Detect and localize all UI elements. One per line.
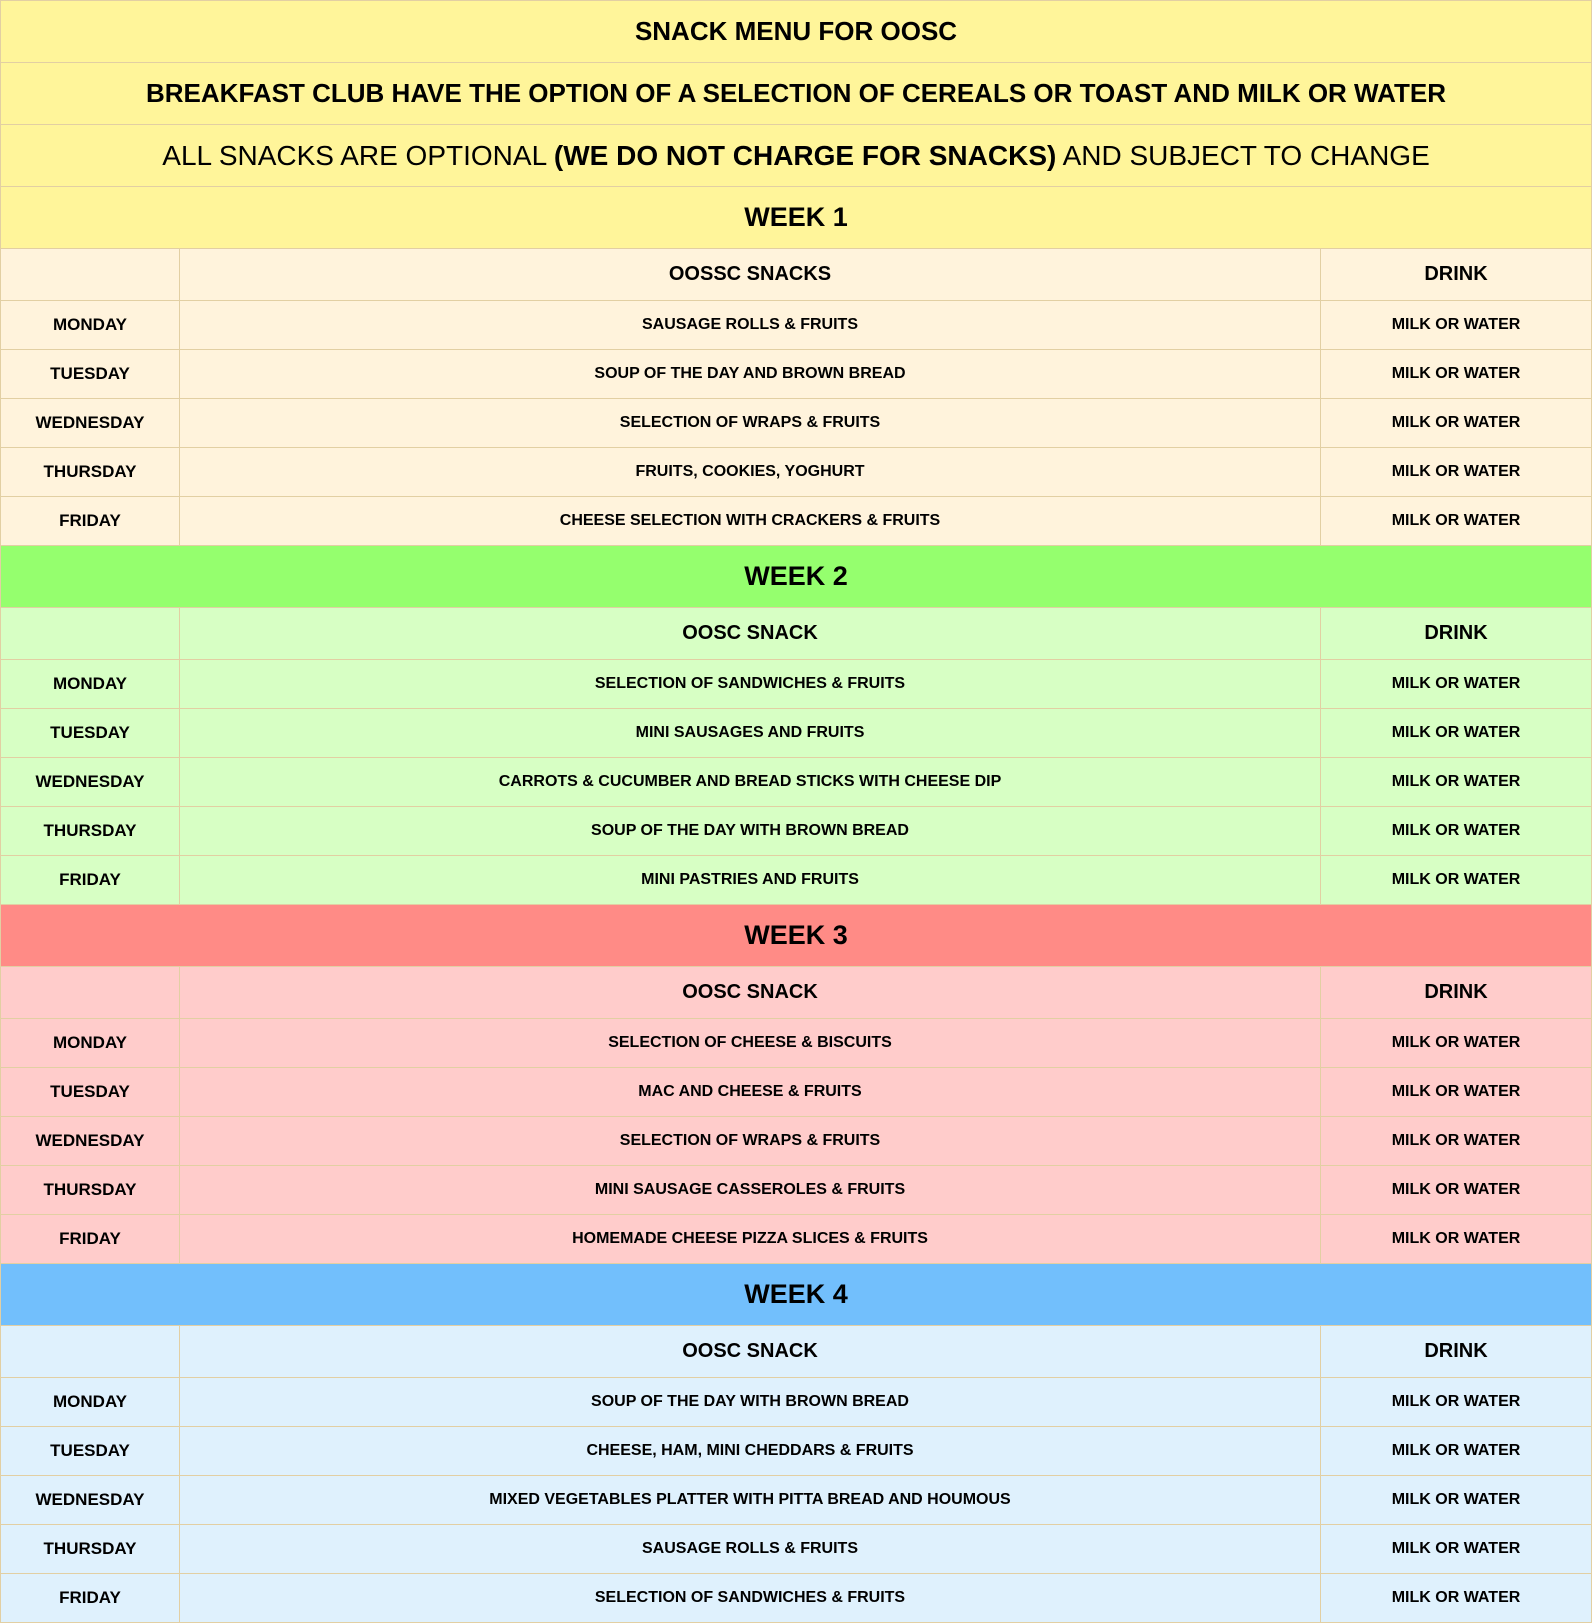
drink-cell: MILK OR WATER [1321, 660, 1592, 709]
day-cell: THURSDAY [1, 807, 180, 856]
week-header-row [1, 187, 1592, 249]
snack-cell: SOUP OF THE DAY WITH BROWN BREAD [180, 1378, 1321, 1427]
title-row [1, 1, 1592, 63]
week-2-section [1, 546, 1592, 905]
week-4-title: WEEK 4 [1, 1264, 1592, 1326]
week-1-title: WEEK 1 [1, 187, 1592, 249]
day-cell: TUESDAY [1, 1427, 180, 1476]
drink-cell: MILK OR WATER [1321, 856, 1592, 905]
header-banner [1, 1, 1592, 187]
snack-cell: MAC AND CHEESE & FRUITS [180, 1068, 1321, 1117]
day-column-header [1, 967, 180, 1019]
drink-cell: MILK OR WATER [1321, 1068, 1592, 1117]
snack-cell: SOUP OF THE DAY AND BROWN BREAD [180, 350, 1321, 399]
table-row [1, 1215, 1592, 1264]
day-cell: WEDNESDAY [1, 1476, 180, 1525]
table-row [1, 497, 1592, 546]
snack-cell: SAUSAGE ROLLS & FRUITS [180, 301, 1321, 350]
drink-cell: MILK OR WATER [1321, 807, 1592, 856]
column-header-row [1, 967, 1592, 1019]
table-row [1, 1427, 1592, 1476]
day-cell: FRIDAY [1, 856, 180, 905]
drink-cell: MILK OR WATER [1321, 1476, 1592, 1525]
day-cell: THURSDAY [1, 1166, 180, 1215]
table-row [1, 807, 1592, 856]
drink-cell: MILK OR WATER [1321, 301, 1592, 350]
day-cell: TUESDAY [1, 1068, 180, 1117]
table-row [1, 1166, 1592, 1215]
drink-cell: MILK OR WATER [1321, 709, 1592, 758]
snack-column-header: OOSC SNACK [180, 967, 1321, 1019]
table-row [1, 709, 1592, 758]
snacks-note-pre: ALL SNACKS ARE OPTIONAL [162, 139, 554, 171]
snack-cell: SAUSAGE ROLLS & FRUITS [180, 1525, 1321, 1574]
drink-cell: MILK OR WATER [1321, 1574, 1592, 1623]
table-row [1, 301, 1592, 350]
drink-cell: MILK OR WATER [1321, 497, 1592, 546]
drink-cell: MILK OR WATER [1321, 1378, 1592, 1427]
drink-cell: MILK OR WATER [1321, 350, 1592, 399]
day-cell: MONDAY [1, 1019, 180, 1068]
page-title: SNACK MENU FOR OOSC [1, 1, 1592, 63]
snack-cell: SOUP OF THE DAY WITH BROWN BREAD [180, 807, 1321, 856]
day-cell: TUESDAY [1, 350, 180, 399]
day-cell: MONDAY [1, 660, 180, 709]
table-row [1, 660, 1592, 709]
table-row [1, 399, 1592, 448]
day-column-header [1, 608, 180, 660]
snack-cell: SELECTION OF WRAPS & FRUITS [180, 1117, 1321, 1166]
table-row [1, 758, 1592, 807]
drink-column-header: DRINK [1321, 249, 1592, 301]
day-cell: MONDAY [1, 1378, 180, 1427]
snack-cell: FRUITS, COOKIES, YOGHURT [180, 448, 1321, 497]
table-row [1, 1476, 1592, 1525]
snack-cell: SELECTION OF SANDWICHES & FRUITS [180, 660, 1321, 709]
day-cell: WEDNESDAY [1, 758, 180, 807]
snack-cell: MINI SAUSAGES AND FRUITS [180, 709, 1321, 758]
drink-column-header: DRINK [1321, 1326, 1592, 1378]
drink-cell: MILK OR WATER [1321, 1166, 1592, 1215]
week-header-row [1, 546, 1592, 608]
day-cell: FRIDAY [1, 1574, 180, 1623]
snack-cell: SELECTION OF CHEESE & BISCUITS [180, 1019, 1321, 1068]
snacks-note-bold: (WE DO NOT CHARGE FOR SNACKS) [553, 139, 1057, 171]
snack-cell: SELECTION OF WRAPS & FRUITS [180, 399, 1321, 448]
snacks-note [1, 125, 1592, 187]
table-row [1, 1019, 1592, 1068]
snacks-note-row [1, 125, 1592, 187]
table-row [1, 448, 1592, 497]
table-row [1, 1574, 1592, 1623]
week-3-section [1, 905, 1592, 1264]
table-row [1, 1068, 1592, 1117]
day-cell: FRIDAY [1, 1215, 180, 1264]
drink-cell: MILK OR WATER [1321, 399, 1592, 448]
snacks-note-post: AND SUBJECT TO CHANGE [1056, 139, 1430, 171]
drink-column-header: DRINK [1321, 967, 1592, 1019]
column-header-row [1, 249, 1592, 301]
drink-cell: MILK OR WATER [1321, 1019, 1592, 1068]
table-row [1, 350, 1592, 399]
snack-cell: CHEESE, HAM, MINI CHEDDARS & FRUITS [180, 1427, 1321, 1476]
day-cell: TUESDAY [1, 709, 180, 758]
table-row [1, 856, 1592, 905]
day-column-header [1, 249, 180, 301]
snack-cell: HOMEMADE CHEESE PIZZA SLICES & FRUITS [180, 1215, 1321, 1264]
day-cell: WEDNESDAY [1, 399, 180, 448]
snack-column-header: OOSC SNACK [180, 1326, 1321, 1378]
snack-cell: MINI PASTRIES AND FRUITS [180, 856, 1321, 905]
week-3-title: WEEK 3 [1, 905, 1592, 967]
day-cell: FRIDAY [1, 497, 180, 546]
day-cell: THURSDAY [1, 448, 180, 497]
drink-cell: MILK OR WATER [1321, 758, 1592, 807]
week-2-title: WEEK 2 [1, 546, 1592, 608]
day-column-header [1, 1326, 180, 1378]
week-4-section [1, 1264, 1592, 1623]
week-header-row [1, 905, 1592, 967]
snack-cell: SELECTION OF SANDWICHES & FRUITS [180, 1574, 1321, 1623]
table-row [1, 1525, 1592, 1574]
breakfast-note: BREAKFAST CLUB HAVE THE OPTION OF A SELECTION OF CEREALS OR TOAST AND MILK OR WATER [1, 63, 1592, 125]
table-row [1, 1378, 1592, 1427]
snack-cell: CARROTS & CUCUMBER AND BREAD STICKS WITH CHEESE DIP [180, 758, 1321, 807]
drink-cell: MILK OR WATER [1321, 1525, 1592, 1574]
snack-cell: MINI SAUSAGE CASSEROLES & FRUITS [180, 1166, 1321, 1215]
column-header-row [1, 1326, 1592, 1378]
column-header-row [1, 608, 1592, 660]
drink-cell: MILK OR WATER [1321, 1117, 1592, 1166]
breakfast-row [1, 63, 1592, 125]
day-cell: WEDNESDAY [1, 1117, 180, 1166]
drink-column-header: DRINK [1321, 608, 1592, 660]
snack-cell: MIXED VEGETABLES PLATTER WITH PITTA BREAD AND HOUMOUS [180, 1476, 1321, 1525]
snack-cell: CHEESE SELECTION WITH CRACKERS & FRUITS [180, 497, 1321, 546]
drink-cell: MILK OR WATER [1321, 1427, 1592, 1476]
snack-column-header: OOSC SNACK [180, 608, 1321, 660]
week-1-section [1, 187, 1592, 546]
drink-cell: MILK OR WATER [1321, 1215, 1592, 1264]
table-row [1, 1117, 1592, 1166]
drink-cell: MILK OR WATER [1321, 448, 1592, 497]
day-cell: THURSDAY [1, 1525, 180, 1574]
snack-column-header: OOSSC SNACKS [180, 249, 1321, 301]
week-header-row [1, 1264, 1592, 1326]
day-cell: MONDAY [1, 301, 180, 350]
